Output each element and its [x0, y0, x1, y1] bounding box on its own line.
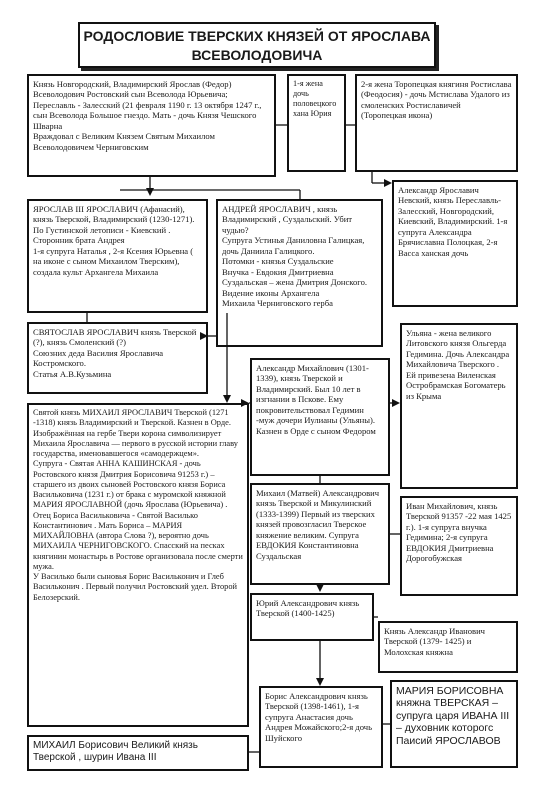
box-first-wife: 1-я жена дочь половецкого хана Юрия — [287, 74, 346, 172]
box-alexander-ivanovich: Князь Александр Иванович Тверской (1379- 1425) и Молохская княжна — [378, 621, 518, 673]
box-boris-alexandrovich: Борис Александрович князь Тверской (1398-1461), 1-я супруга Анастасия дочь Андрея Можайского;2-я дочь Шуйского — [259, 686, 383, 768]
box-andrey-yaroslavich: АНДРЕЙ ЯРОСЛАВИЧ , князь Владимирский , Суздальский. Убит чудью? Супруга Устинья Даниловна Галицкая, дочь Даниила Галицкого. Потомки - князья Суздальские Внучка - Евдокия Дмитриевна Суздальская – жена Дмитрия Донского. Видение иконы Архангела Михаила Черниговского герба — [216, 199, 383, 347]
box-alexander-nevsky: Александр Ярославич Невский, князь Переславль-Залесский, Новгородский, Киевский, Владимирский. 1-я супруга Александра Брячиславна Полоцкая, 2-я Васса ханская дочь — [392, 180, 518, 307]
box-ivan-mikhailovich: Иван Михайлович, князь Тверской 91357 -22 мая 1425 г.). 1-я супруга внучка Гедимина; 2-я супруга ЕВДОКИЯ Дмитриевна Дорогобужская — [400, 496, 518, 596]
box-mikhail-yaroslavich: Святой князь МИХАИЛ ЯРОСЛАВИЧ Тверской (1271 -1318) князь Владимирский и Тверской. Казнен в Орде. Изображённая на гербе Твери корона символизирует Михаила Ярославича — первого в русской истории главу государства, именовавшегося «самодержцем». Супруга - Святая АННА КАШИНСКАЯ - дочь Ростовского князя Дмитрия Борисовича 91253 г.) – старшего из двоих сыновей Ростовского князя Бориса Васильковича (1231 г.) от брака с муромской княжной МАРИЯ ЯРОСЛАВНОЙ (дочь Ярослава (Юрьевича) . Отец Бориса Васильковича - Святой Василько Константинович . Мать Бориса – МАРИЯ МИХАЙЛОВНА (автора Слова ?), вероятно дочь МИХАИЛА ЧЕРНИГОВСКОГО. Спасский на песках княгинин монастырь в Ростове организовала после смерти мужа. У Василько были сыновья Борис Васильконич и Глеб Васильконич . Первый получил Ростовский удел. Второй Белозерский. — [27, 403, 249, 727]
box-maria-borisovna: МАРИЯ БОРИСОВНА княжна ТВЕРСКАЯ – супруга царя ИВАНА III – духовник которогс Паисий ЯРОСЛАВОВ — [390, 680, 518, 768]
box-mikhail-matvey: Михаил (Матвей) Александрович князь Тверской и Микулинский (1333-1399) Первый из тверских князей провозгласил Тверское княжение великим. Супруга ЕВДОКИЯ Константиновна Суздальская — [250, 483, 390, 585]
box-yaroslav-iii: ЯРОСЛАВ III ЯРОСЛАВИЧ (Афанасий), князь Тверской, Владимирский (1230-1271). По Густинской летописи - Киевский . Сторонник брата Андрея 1-я супруга Наталья , 2-я Ксения Юрьевна ( на иконе с сыном Михаилом Тверским), создала культ Архангела Михаила — [27, 199, 208, 313]
box-mikhail-borisovich: МИХАИЛ Борисович Великий князь Тверской , шурин Ивана III — [27, 735, 249, 771]
box-svyatoslav: СВЯТОСЛАВ ЯРОСЛАВИЧ князь Тверской (?), князь Смоленский (?) Союзних деда Василия Ярославича Костромского. Статья А.В.Кузьмина — [27, 322, 208, 394]
box-alexander-mikhailovich: Александр Михайлович (1301-1339), князь Тверской и Владимирский. Был 10 лет в изгнании в Пскове. Ему покровительствовал Гедимин -муж дочери Иулианы (Ульяны). Казнен в Орде с сыном Федором — [250, 358, 390, 476]
box-ulyana: Ульяна - жена великого Литовского князя Ольгерда Гедимина. Дочь Александра Михайловича Тверского . Ей привезена Виленская Остробрамская Богоматерь из Крыма — [400, 323, 518, 489]
box-yaroslav-vsevolodovich: Князь Новгородский, Владимирский Ярослав (Федор) Всеволодович Ростовский сын Всеволода Юрьевича; Переславль - Залесский (21 февраля 1190 г. 13 октября 1247 г., сын Всеволода Большое гнездо. Мать - дочь Князя Чешского Шварна Враждовал с Великим Князем Святым Михаилом Всеволодовичем Черниговским — [27, 74, 276, 177]
box-second-wife: 2-я жена Торопецкая княгиня Ростислава (Феодосия) - дочь Мстислава Удалого из смоленских Ростиславичей (Торопецкая икона) — [355, 74, 518, 172]
page-title: РОДОСЛОВИЕ ТВЕРСКИХ КНЯЗЕЙ ОТ ЯРОСЛАВА ВСЕВОЛОДОВИЧА — [78, 22, 436, 68]
box-yuri-alexandrovich: Юрий Александрович князь Тверской (1400-1425) — [250, 593, 374, 641]
